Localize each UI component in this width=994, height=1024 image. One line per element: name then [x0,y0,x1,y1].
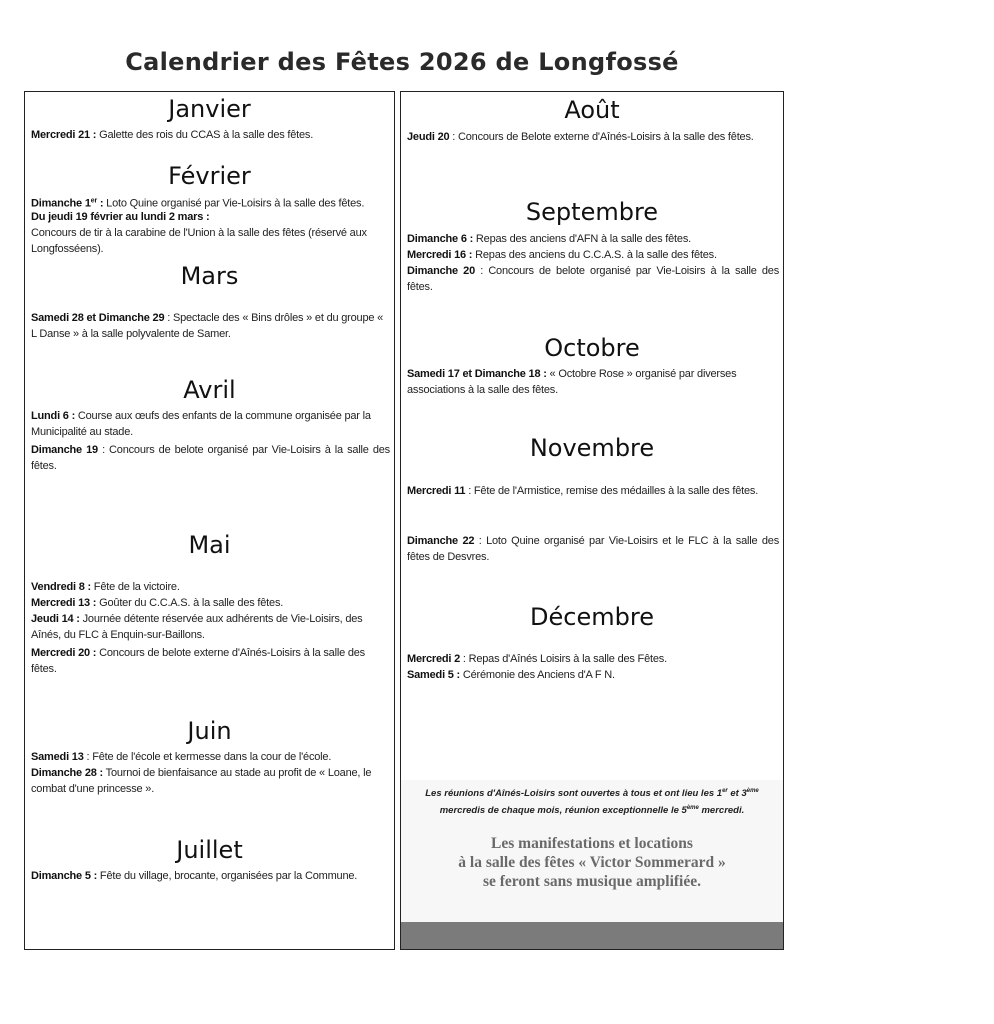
event-text: : Fête de l'école et kermesse dans la cour de l'école. [83,751,332,763]
month-heading-juin: Juin [187,717,232,745]
aines-loisirs-note [405,784,779,818]
event-text: Goûter du C.C.A.S. à la salle des fêtes. [96,597,284,609]
event-text: Tournoi de bienfaisance au stade au profit de « Loane, le combat d'une princesse ». [31,767,372,795]
month-heading-mars: Mars [180,262,239,290]
event-date: Dimanche 20 [407,265,476,277]
event-septembre-16 [407,247,779,263]
event-juillet-5 [31,868,390,884]
event-text: Journée détente réservée aux adhérents de Vie-Loisirs, des Aînés, du FLC à Enquin-sur-Baillons. [31,613,363,641]
month-heading-avril: Avril [183,376,236,404]
month-heading-fevrier: Février [168,162,251,190]
event-text: Repas des anciens d'AFN à la salle des fêtes. [473,233,691,245]
event-avril-19 [31,442,390,474]
event-date: Samedi 13 [31,751,84,763]
event-text: « Octobre Rose » organisé par diverses associations à la salle des fêtes. [407,368,737,396]
notice-line: à la salle des fêtes « Victor Sommerard » [458,854,726,871]
event-text: Fête de la victoire. [90,581,180,593]
event-date: Dimanche 5 : [31,870,98,882]
event-juin-28 [31,765,390,797]
note-text: Les réunions d'Aînés-Loisirs sont ouvertes à tous et ont lieu les 1 [425,788,723,800]
event-novembre-11 [407,483,779,499]
note-sup: er [722,788,728,794]
month-heading-juillet: Juillet [176,836,243,864]
event-mai-13 [31,595,390,611]
month-heading-septembre: Septembre [525,198,659,226]
event-septembre-20 [407,263,779,295]
event-date: Mercredi 20 : [31,647,97,659]
event-date: Mercredi 21 : [31,129,97,141]
event-date: Vendredi 8 : [31,581,91,593]
event-janvier-21 [31,127,390,143]
event-novembre-22 [407,533,779,565]
event-date: Dimanche 19 [31,444,98,456]
event-text: : Fête de l'Armistice, remise des médailles à la salle des fêtes. [465,485,759,497]
month-heading-aout: Août [564,96,620,124]
note-text: mercredi. [698,805,745,817]
note-sup: ème [746,788,759,794]
month-heading-janvier: Janvier [168,95,251,123]
event-date-sup: er [90,197,97,204]
month-heading-octobre: Octobre [544,334,640,362]
event-date: Du jeudi 19 février au lundi 2 mars : [31,211,210,223]
event-mai-20 [31,645,390,677]
event-text: Concours de belote externe d'Aînés-Loisirs à la salle des fêtes. [31,647,365,675]
event-text: : Concours de belote organisé par Vie-Loisirs à la salle des fêtes. [31,444,390,472]
event-mai-14 [31,611,390,643]
event-text: Cérémonie des Anciens d'A F N. [460,669,615,681]
event-date: Jeudi 20 [407,131,450,143]
event-text: : Concours de Belote externe d'Aînés-Loisirs à la salle des fêtes. [449,131,754,143]
event-date: Dimanche 22 [407,535,475,547]
event-octobre-17 [407,366,779,398]
event-text: : Loto Quine organisé par Vie-Loisirs et le FLC à la salle des fêtes de Desvres. [407,535,779,563]
event-date: Mercredi 13 : [31,597,97,609]
event-date: Mercredi 16 : [407,249,473,261]
event-date: Mercredi 2 [407,653,461,665]
event-text: : Spectacle des « Bins drôles » et du groupe « L Danse » à la salle polyvalente de Samer. [31,312,384,340]
event-juin-13 [31,749,390,765]
event-text: Galette des rois du CCAS à la salle des fêtes. [96,129,314,141]
event-text: Fête du village, brocante, organisées par la Commune. [97,870,358,882]
event-date: Lundi 6 : [31,410,76,422]
event-date: Samedi 17 et Dimanche 18 : [407,368,547,380]
month-heading-mai: Mai [188,531,231,559]
event-text: : Concours de belote organisé par Vie-Loisirs à la salle des fêtes. [407,265,779,293]
event-aout-20 [407,129,779,145]
notice-line: Les manifestations et locations [491,835,693,852]
event-mars-28 [31,310,390,342]
note-text: mercredis de chaque mois, réunion exceptionnelle le 5 [439,805,687,817]
event-text: Repas des anciens du C.C.A.S. à la salle des fêtes. [472,249,717,261]
event-avril-6 [31,408,390,440]
event-date: Samedi 28 et Dimanche 29 [31,312,165,324]
page-title: Calendrier des Fêtes 2026 de Longfossé [125,48,679,76]
music-notice [405,834,779,891]
event-date: Mercredi 11 [407,485,466,497]
note-text: et 3 [727,788,747,800]
event-date: Dimanche 1 [31,197,91,210]
event-date: Dimanche 6 : [407,233,474,245]
month-heading-novembre: Novembre [529,434,655,462]
event-date: Dimanche 28 : [31,767,103,779]
month-heading-decembre: Décembre [530,603,654,631]
event-decembre-2 [407,651,779,667]
event-text: Course aux œufs des enfants de la commune organisée par la Municipalité au stade. [31,410,371,438]
left-column [24,91,395,950]
event-text: : Repas d'Aînés Loisirs à la salle des Fêtes. [460,653,667,665]
event-fevrier-19 [31,209,390,257]
note-sup: ème [686,805,699,812]
event-decembre-5 [407,667,779,683]
footer-gray-bar [401,922,783,949]
event-date: Samedi 5 : [407,669,461,681]
event-mai-8 [31,579,390,595]
right-column [400,91,784,950]
notice-line: se feront sans musique amplifiée. [482,873,701,890]
event-text: Loto Quine organisé par Vie-Loisirs à la salle des fêtes. [103,197,365,210]
event-septembre-6 [407,231,779,247]
event-date: Jeudi 14 : [31,613,80,625]
event-text: Concours de tir à la carabine de l'Union à la salle des fêtes (réservé aux Longfosséens). [31,227,367,255]
event-date-colon: : [96,197,104,210]
